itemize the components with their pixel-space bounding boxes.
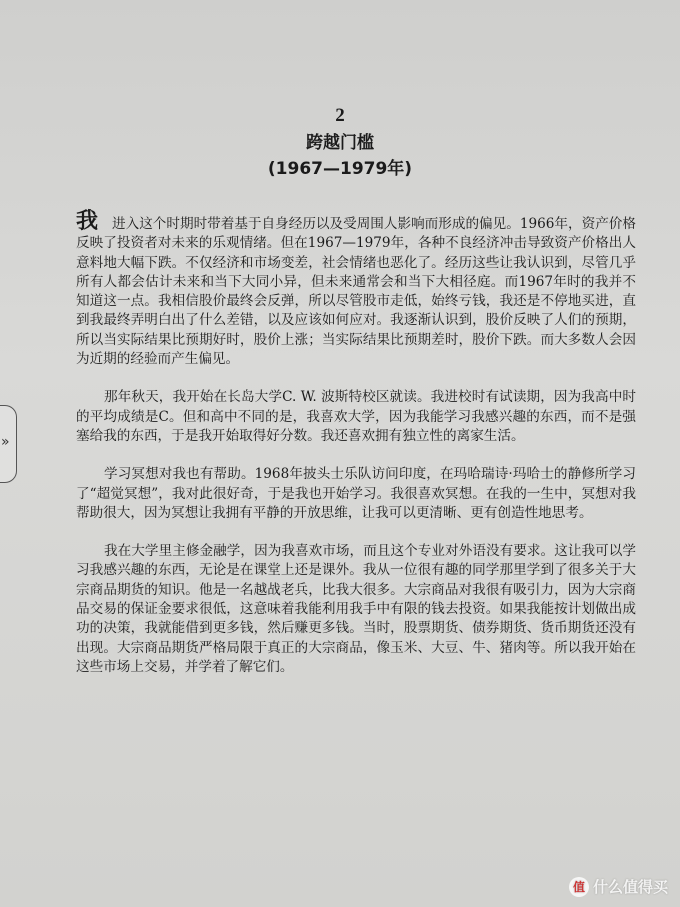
paragraph-3: 学习冥想对我也有帮助。1968年披头士乐队访问印度，在玛哈瑞诗·玛哈士的静修所学习了“超觉冥想”，我对此很好奇，于是我也开始学习。我很喜欢冥想。在我的一生中，冥想对我帮助很大，因为冥想让我拥有平静的开放思维，让我可以更清晰、更有创造性地思考。 (76, 466, 636, 521)
chevron-double-right-icon: » (1, 434, 10, 450)
watermark (569, 876, 668, 897)
paragraph-1 (76, 209, 636, 369)
chapter-title: 跨越门槛 (306, 133, 374, 153)
watermark-text: 什么值得买 (592, 878, 668, 896)
drop-cap: 我 (76, 209, 99, 234)
chapter-number: 2 (335, 105, 345, 126)
chapter-header (0, 104, 680, 182)
watermark-logo-icon: 值 (569, 877, 589, 897)
chapter-years: (1967—1979年) (267, 159, 413, 179)
paragraph-2: 那年秋天，我开始在长岛大学C. W. 波斯特校区就读。我进校时有试读期，因为我高中时的平均成绩是C。但和高中不同的是，我喜欢大学，因为我能学习我感兴趣的东西，而不是强塞给我的东西，于是我开始取得好分数。我还喜欢拥有独立性的离家生活。 (76, 389, 636, 444)
paragraph-1-text: 进入这个时期时带着基于自身经历以及受周围人影响而形成的偏见。1966年，资产价格反映了投资者对未来的乐观情绪。但在1967—1979年，各种不良经济冲击导致资产价格出人意料地大幅下跌。不仅经济和市场变差，社会情绪也恶化了。经历这些让我认识到，尽管几乎所有人都会估计未来和当下大同小异，但未来通常会和当下大相径庭。而1967年时的我并不知道这一点。我相信股价最终会反弹，所以尽管股市走低，始终亏钱，我还是不停地买进，直到我最终弄明白出了什么差错，以及应该如何应对。我逐渐认识到，股价反映了人们的预期，所以当实际结果比预期好时，股价上涨；当实际结果比预期差时，股价下跌。而大多数人会因为近期的经验而产生偏见。 (76, 216, 636, 368)
side-panel-toggle[interactable] (0, 405, 17, 483)
paragraph-4: 我在大学里主修金融学，因为我喜欢市场，而且这个专业对外语没有要求。这让我可以学习我感兴趣的东西，无论是在课堂上还是课外。我从一位很有趣的同学那里学到了很多关于大宗商品期货的知识。他是一名越战老兵，比我大很多。大宗商品对我很有吸引力，因为大宗商品交易的保证金要求很低，这意味着我能利用我手中有限的钱去投资。如果我能按计划做出成功的决策，我就能借到更多钱，然后赚更多钱。当时，股票期货、债券期货、货币期货还没有出现。大宗商品期货严格局限于真正的大宗商品，像玉米、大豆、牛、猪肉等。所以我开始在这些市场上交易，并学着了解它们。 (76, 543, 636, 675)
chapter-body (76, 209, 636, 696)
